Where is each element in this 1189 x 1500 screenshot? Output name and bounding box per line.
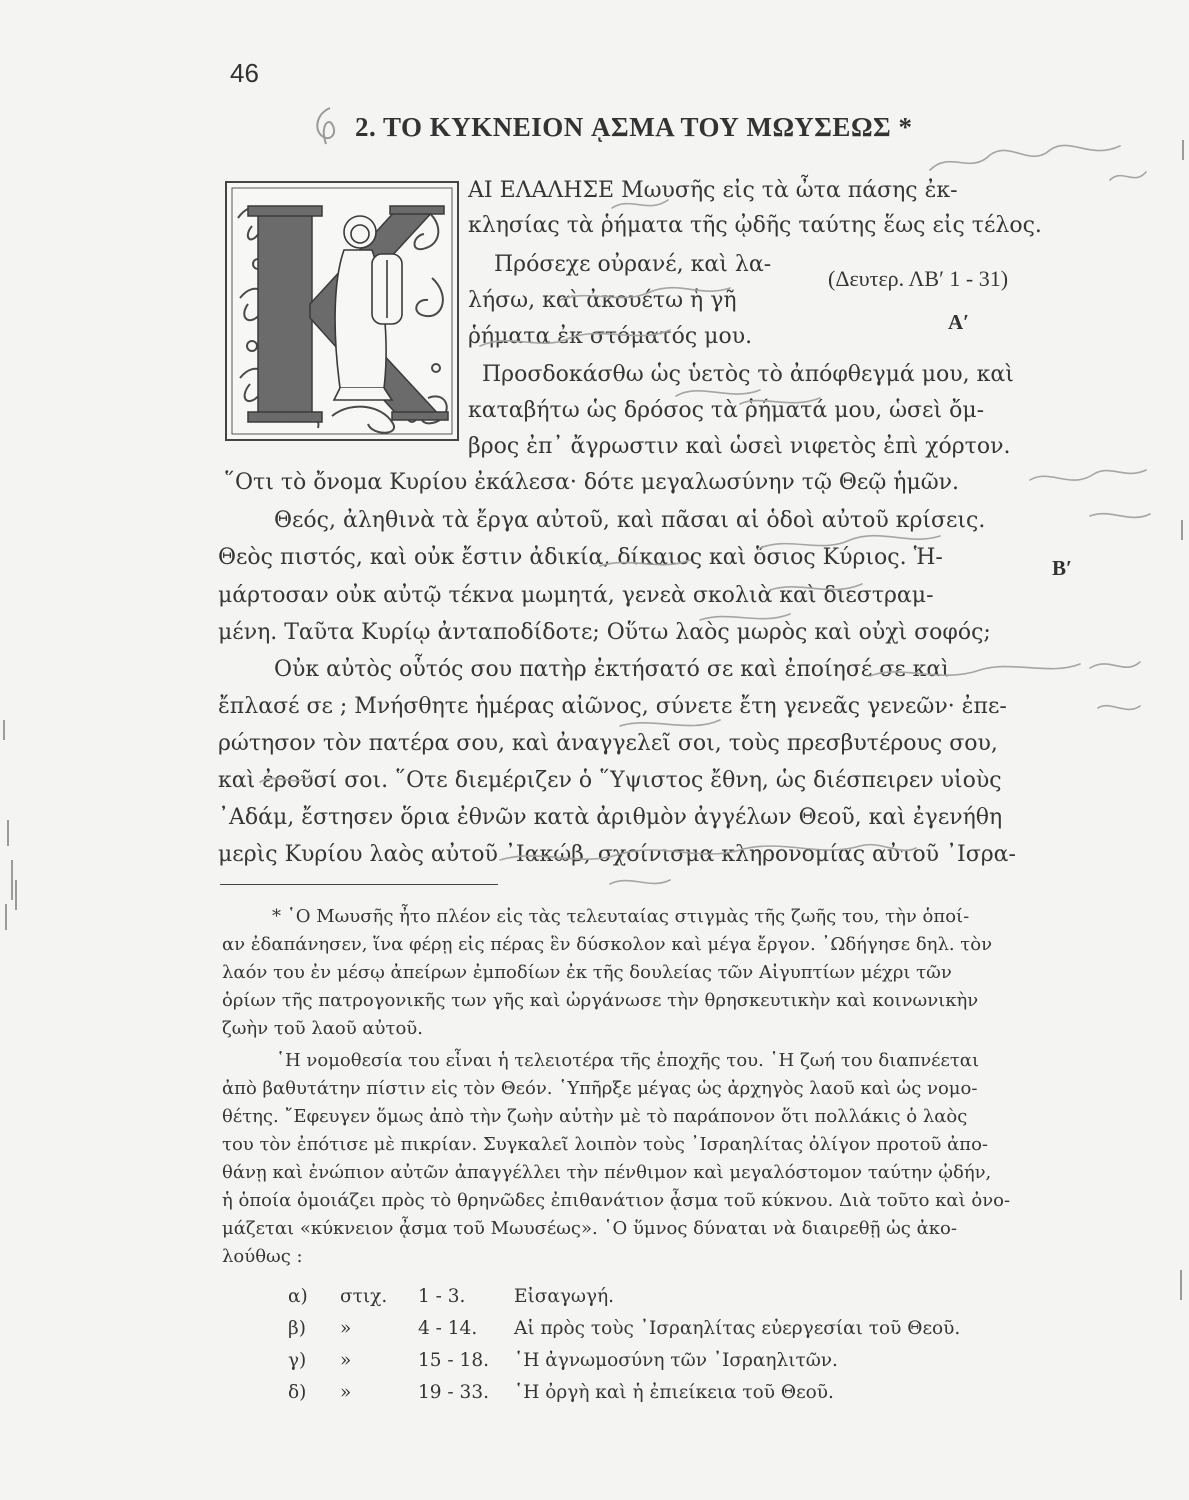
footnote-line: ὁρίων τῆς πατρογονικῆς των γῆς καὶ ὠργάνωσε τὴν θρησκευτικὴν καὶ κοινωνικὴν <box>222 990 979 1011</box>
body-line: Θεός, ἀληθινὰ τὰ ἔργα αὐτοῦ, καὶ πᾶσαι αἱ ὁδοὶ αὐτοῦ κρίσεις. <box>274 508 986 533</box>
page-number: 46 <box>230 58 259 88</box>
body-line: λήσω, καὶ ἀκουέτω ἡ γῆ <box>468 288 737 313</box>
footnote-line: λαόν του ἐν μέσῳ ἀπείρων ἐμποδίων ἐκ τῆς δουλείας τῶν Αἰγυπτίων μέχρι τῶν <box>222 962 952 983</box>
footnote-line: θέτης. ῎Εφευγεν ὅμως ἀπὸ τὴν ζωὴν αὐτὴν μὲ τὸ παράπονον ὅτι πολλάκις ὁ λαὸς <box>222 1106 968 1127</box>
body-line: Θεὸς πιστός, καὶ οὐκ ἔστιν ἀδικία, δίκαιος καὶ ὅσιος Κύριος. Ἡ- <box>218 545 943 570</box>
body-line: μένη. Ταῦτα Κυρίῳ ἀνταποδίδοτε; Οὕτω λαὸς μωρὸς καὶ οὐχὶ σοφός; <box>218 620 991 645</box>
section-marker-a: Α′ <box>948 310 970 334</box>
footnote-line: αν ἐδαπάνησεν, ἵνα φέρῃ εἰς πέρας ἓν δύσκολον καὶ μέγα ἔργον. ᾿Ωδήγησε δηλ. τὸν <box>222 934 993 955</box>
body-line: μερὶς Κυρίου λαὸς αὐτοῦ ᾿Ιακώβ, σχοίνισμα κληρονομίας αὐτοῦ ᾿Ισρα- <box>218 842 1016 867</box>
outline-text: ῾Η ὀργὴ καὶ ἡ ἐπιείκεια τοῦ Θεοῦ. <box>514 1382 834 1403</box>
footnote-line: * ῾Ο Μωυσῆς ἦτο πλέον εἰς τὰς τελευταίας στιγμὰς τῆς ζωῆς του, τὴν ὁποί- <box>272 906 970 927</box>
footnote-line: ζωὴν τοῦ λαοῦ αὐτοῦ. <box>222 1018 423 1039</box>
outline-prefix: » <box>340 1350 352 1371</box>
body-line: ᾿Αδάμ, ἔστησεν ὅρια ἐθνῶν κατὰ ἀριθμὸν ἀγγέλων Θεοῦ, καὶ ἐγενήθη <box>218 805 1003 830</box>
footnote-line: ἀπὸ βαθυτάτην πίστιν εἰς τὸν Θεόν. ῾Υπῆρξε μέγας ὡς ἀρχηγὸς λαοῦ καὶ ὡς νομο- <box>222 1078 978 1099</box>
outline-letter: α) <box>288 1286 308 1307</box>
outline-text: ῾Η ἀγνωμοσύνη τῶν ᾿Ισραηλιτῶν. <box>514 1350 838 1371</box>
scripture-reference: (Δευτερ. ΛΒ′ 1 - 31) <box>828 266 1009 291</box>
outline-prefix: » <box>340 1382 352 1403</box>
footnote-line: μάζεται «κύκνειον ᾆσμα τοῦ Μωυσέως». ῾Ο ὕμνος δύναται νὰ διαιρεθῇ ὡς ἀκο- <box>222 1218 957 1239</box>
footnote-line: ῾Η νομοθεσία του εἶναι ἡ τελειοτέρα τῆς ἐποχῆς του. ῾Η ζωή του διαπνέεται <box>276 1050 980 1071</box>
footnote-line: ἡ ὁποία ὁμοιάζει πρὸς τὸ θρηνῶδες ἐπιθανάτιον ᾆσμα τοῦ κύκνου. Διὰ τοῦτο καὶ ὀνο- <box>222 1190 1011 1211</box>
outline-prefix: » <box>340 1318 352 1339</box>
footnote-line: του τὸν ἐπότισε μὲ πικρίαν. Συγκαλεῖ λοιπὸν τοὺς ᾿Ισραηλίτας ὀλίγον προτοῦ ἀπο- <box>222 1134 988 1155</box>
body-line: ρώτησον τὸν πατέρα σου, καὶ ἀναγγελεῖ σοι, τοὺς πρεσβυτέρους σου, <box>218 731 998 756</box>
section-marker-b: Β′ <box>1052 556 1072 580</box>
footnote-line: θάνῃ καὶ ἐνώπιον αὐτῶν ἀπαγγέλλει τὴν πένθιμον καὶ μεγαλόστομον ταύτην ᾠδήν, <box>222 1162 992 1183</box>
outline-range: 15 - 18. <box>418 1350 489 1371</box>
outline-text: Αἱ πρὸς τοὺς ᾿Ισραηλίτας εὐεργεσίαι τοῦ Θεοῦ. <box>514 1318 961 1339</box>
outline-letter: δ) <box>288 1382 307 1403</box>
body-line: κλησίας τὰ ῥήματα τῆς ᾠδῆς ταύτης ἕως εἰς τέλος. <box>468 213 1042 238</box>
outline-letter: β) <box>288 1318 306 1339</box>
body-line: ῞Οτι τὸ ὄνομα Κυρίου ἐκάλεσα· δότε μεγαλωσύνην τῷ Θεῷ ἡμῶν. <box>224 470 960 495</box>
body-line: ῥήματα ἐκ στόματός μου. <box>468 324 753 349</box>
outline-text: Εἰσαγωγή. <box>514 1286 615 1307</box>
footnote-line: λούθως : <box>222 1246 303 1267</box>
outline-letter: γ) <box>288 1350 307 1371</box>
body-line: ἔπλασέ σε ; Μνήσθητε ἡμέρας αἰῶνος, σύνετε ἔτη γενεᾶς γενεῶν· ἐπε- <box>218 694 1007 719</box>
body-line: καταβήτω ὡς δρόσος τὰ ῥήματά μου, ὡσεὶ ὄμ- <box>468 398 985 423</box>
chapter-title: 2. ΤΟ ΚΥΚΝΕΙΟΝ ᾼΣΜΑ ΤΟΥ ΜΩΥΣΕΩΣ * <box>355 112 913 142</box>
body-line: μάρτοσαν οὐκ αὐτῷ τέκνα μωμητά, γενεὰ σκολιὰ καὶ διεστραμ- <box>218 583 934 608</box>
body-line: Προσδοκάσθω ὡς ὑετὸς τὸ ἀπόφθεγμά μου, καὶ <box>482 362 1014 387</box>
outline-range: 4 - 14. <box>418 1318 478 1339</box>
body-line: Πρόσεχε οὐρανέ, καὶ λα- <box>494 252 772 277</box>
body-line: βρος ἐπ᾿ ἄγρωστιν καὶ ὡσεὶ νιφετὸς ἐπὶ χόρτον. <box>468 434 1011 459</box>
body-line: Οὐκ αὐτὸς οὗτός σου πατὴρ ἐκτήσατό σε καὶ ἐποίησέ σε καὶ <box>274 657 950 682</box>
outline-range: 1 - 3. <box>418 1286 466 1307</box>
outline-prefix: στιχ. <box>340 1286 388 1307</box>
body-line: ΑΙ ΕΛΑΛΗΣΕ Μωυσῆς εἰς τὰ ὦτα πάσης ἐκ- <box>468 178 958 203</box>
body-line: καὶ ἐροῦσί σοι. ῞Οτε διεμέριζεν ὁ ῞Υψιστος ἔθνη, ὡς διέσπειρεν υἱοὺς <box>218 768 1002 793</box>
outline-range: 19 - 33. <box>418 1382 489 1403</box>
